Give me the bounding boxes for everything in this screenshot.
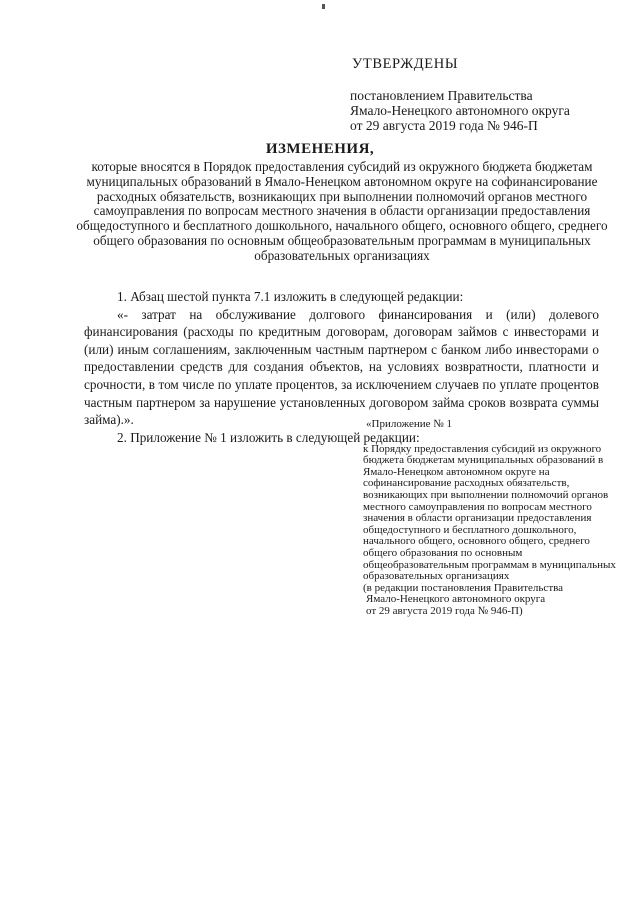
approval-line: от 29 августа 2019 года № 946-П bbox=[350, 118, 538, 133]
document-title: ИЗМЕНЕНИЯ, bbox=[265, 141, 375, 157]
paragraph-quoted-text: «- затрат на обслуживание долгового финансирования и (или) долевого финансирования (расходы по кредитным договорам, договорам займов с инвесторами и (или) иным соглашениям, заключенным частным партнером с банком либо инвесторами о предоставлении средств для создания объектов, на условиях возвратности, платности и срочности, в том числе по уплате процентов, за исключением случаев по уплате процентов частным партнером за нарушение установленных договором займа сроков возврата суммы займа).». bbox=[84, 306, 599, 428]
edition-line: Ямало-Ненецкого автономного округа bbox=[366, 593, 546, 606]
document-subtitle: которые вносятся в Порядок предоставления субсидий из окружного бюджета бюджетам муниципальных образований в Ямало-Ненецком автономном округе на софинансирование расходных обязательств, возникающих при выполнении полномочий органов местного самоуправления по вопросам местного значения в области организации предоставления общедоступного и бесплатного дошкольного, начального общего, основного общего, среднего общего образования по основным общеобразовательным программам в муниципальных образовательных организациях bbox=[76, 159, 608, 263]
approval-line: постановлением Правительства bbox=[350, 88, 533, 103]
edition-line: (в редакции постановления Правительства bbox=[363, 581, 564, 594]
paragraph-item-1: 1. Абзац шестой пункта 7.1 изложить в следующей редакции: bbox=[117, 289, 464, 304]
approval-stamp-title: УТВЕРЖДЕНЫ bbox=[352, 56, 459, 72]
scan-mark bbox=[322, 4, 325, 9]
edition-line: от 29 августа 2019 года № 946-П) bbox=[366, 604, 523, 617]
appendix-edition-note bbox=[363, 583, 619, 618]
appendix-block bbox=[363, 419, 619, 618]
approval-details bbox=[350, 88, 570, 133]
approval-line: Ямало-Ненецкого автономного округа bbox=[350, 103, 570, 118]
appendix-heading: «Приложение № 1 bbox=[366, 418, 453, 430]
paragraph-item-2: 2. Приложение № 1 изложить в следующей редакции: bbox=[117, 429, 420, 445]
appendix-text: к Порядку предоставления субсидий из окружного бюджета бюджетам муниципальных образований в Ямало-Ненецком автономном округе на софинансирование расходных обязательств, возникающих при выполнении полномочий органов местного самоуправления по вопросам местного значения в области организации предоставления общедоступного и бесплатного дошкольного, начального общего, основного общего, среднего общего образования по основным общеобразовательным программам в муниципальных образовательных организациях bbox=[363, 442, 616, 583]
